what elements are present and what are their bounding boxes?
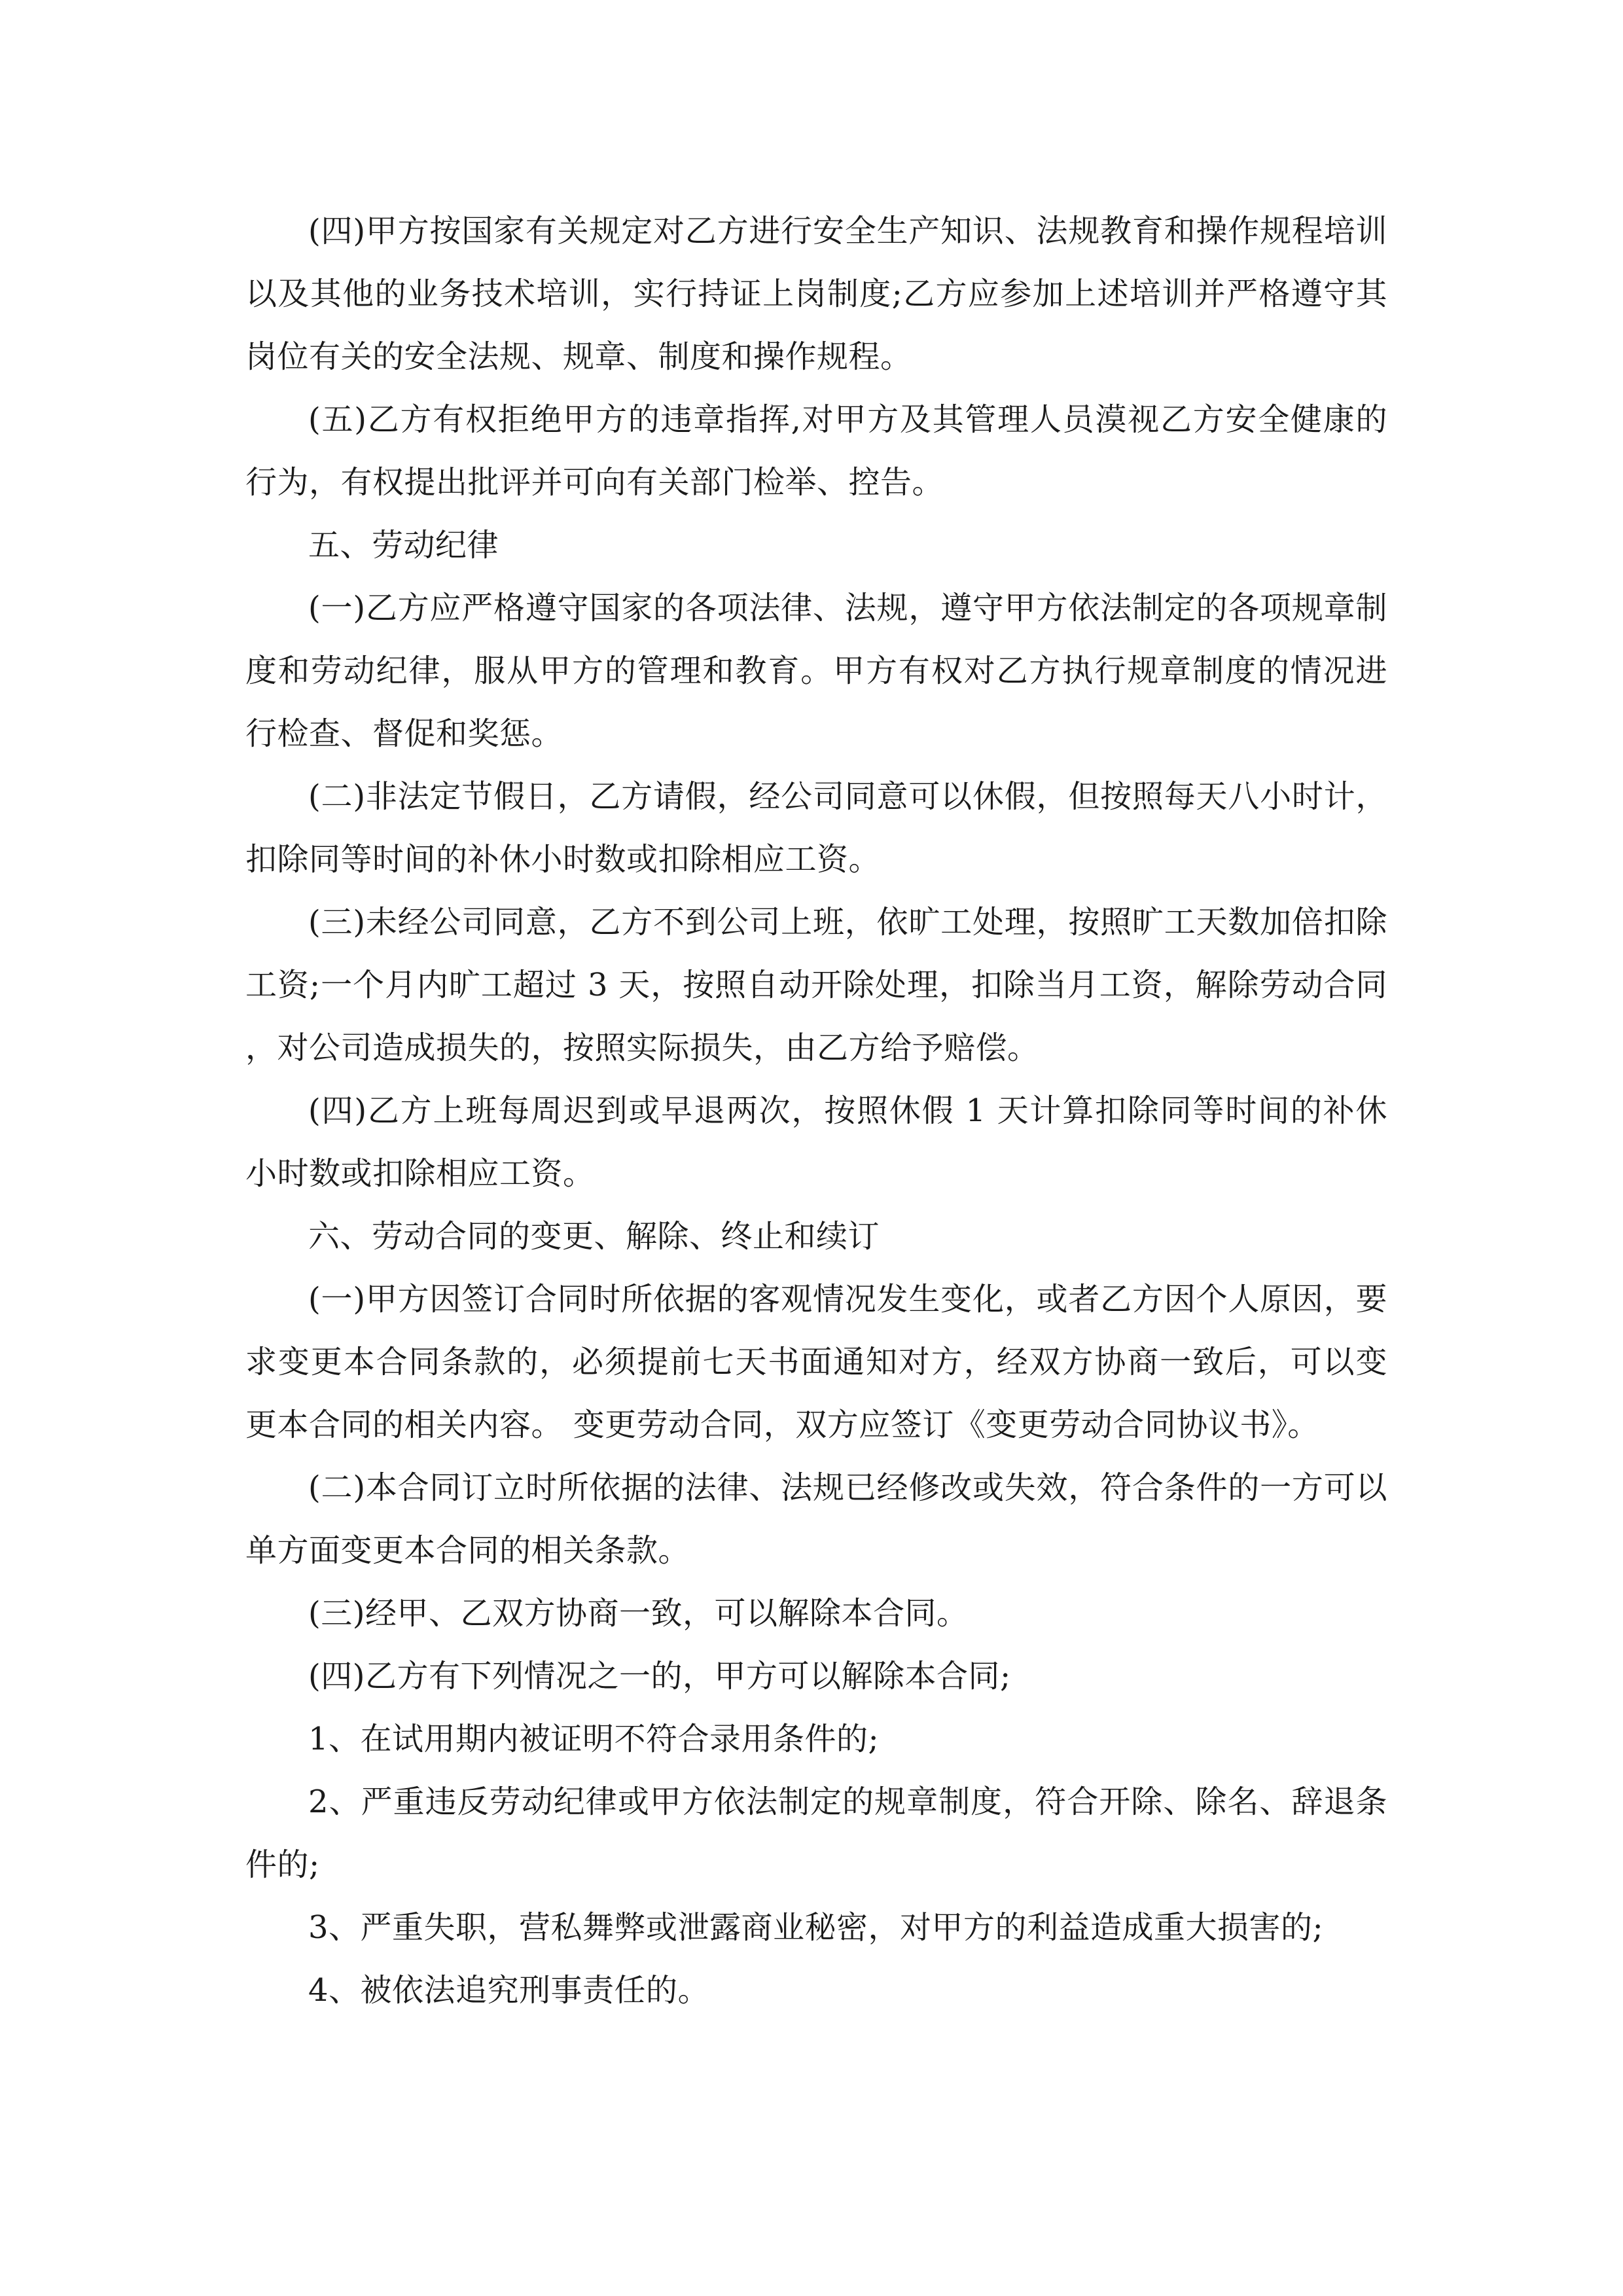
paragraph-discipline-3: (三)未经公司同意，乙方不到公司上班，依旷工处理，按照旷工天数加倍扣除工资;一个月内旷工超过 3 天，按照自动开除处理，扣除当月工资，解除劳动合同，对公司造成损失的，按照实际损失，由乙方给予赔偿。 xyxy=(245,904,1387,1066)
list-item-3: 3、严重失职，营私舞弊或泄露商业秘密，对甲方的利益造成重大损害的; xyxy=(308,1909,1324,1946)
section-heading-labor-discipline: 五、劳动纪律 xyxy=(308,527,499,564)
list-item-4: 4、被依法追究刑事责任的。 xyxy=(308,1972,710,2009)
paragraph-contract-4: (四)乙方有下列情况之一的，甲方可以解除本合同; xyxy=(308,1658,1011,1695)
document-body xyxy=(245,200,1387,2022)
paragraph-contract-3: (三)经甲、乙双方协商一致，可以解除本合同。 xyxy=(308,1595,969,1632)
paragraph-discipline-1: (一)乙方应严格遵守国家的各项法律、法规，遵守甲方依法制定的各项规章制度和劳动纪律，服从甲方的管理和教育。甲方有权对乙方执行规章制度的情况进行检查、督促和奖惩。 xyxy=(245,590,1387,752)
paragraph-refuse-violation: (五)乙方有权拒绝甲方的违章指挥,对甲方及其管理人员漠视乙方安全健康的行为，有权提出批评并可向有关部门检举、控告。 xyxy=(245,401,1387,501)
paragraph-safety-training: (四)甲方按国家有关规定对乙方进行安全生产知识、法规教育和操作规程培训以及其他的业务技术培训，实行持证上岗制度;乙方应参加上述培训并严格遵守其岗位有关的安全法规、规章、制度和操作规程。 xyxy=(245,213,1387,375)
list-item-1: 1、在试用期内被证明不符合录用条件的; xyxy=(308,1721,880,1757)
paragraph-discipline-4: (四)乙方上班每周迟到或早退两次，按照休假 1 天计算扣除同等时间的补休小时数或扣除相应工资。 xyxy=(245,1092,1387,1192)
paragraph-contract-2: (二)本合同订立时所依据的法律、法规已经修改或失效，符合条件的一方可以单方面变更本合同的相关条款。 xyxy=(245,1469,1387,1569)
list-item-2: 2、严重违反劳动纪律或甲方依法制定的规章制度，符合开除、除名、辞退条件的; xyxy=(245,1784,1387,1883)
section-heading-contract-changes: 六、劳动合同的变更、解除、终止和续订 xyxy=(308,1218,880,1255)
paragraph-contract-1: (一)甲方因签订合同时所依据的客观情况发生变化，或者乙方因个人原因，要求变更本合同条款的，必须提前七天书面通知对方，经双方协商一致后，可以变更本合同的相关内容。 变更劳动合同，双方应签订《变更劳动合同协议书》。 xyxy=(245,1281,1387,1443)
paragraph-discipline-2: (二)非法定节假日，乙方请假，经公司同意可以休假，但按照每天八小时计，扣除同等时间的补休小时数或扣除相应工资。 xyxy=(245,778,1387,878)
